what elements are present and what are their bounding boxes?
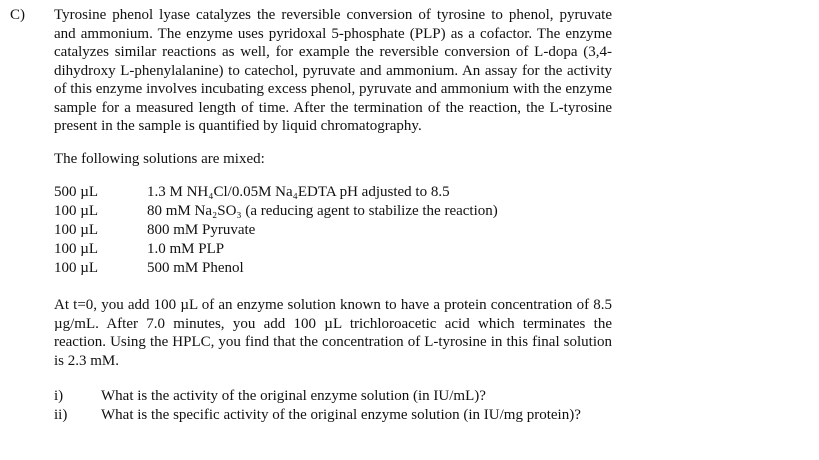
solution-volume: 100 µL xyxy=(54,203,99,219)
intro-paragraph: Tyrosine phenol lyase catalyzes the reversible conversion of tyrosine to phenol, pyruvate and ammonium. The enzyme uses pyridoxal 5-phosphate (PLP) as a cofactor. The enzyme catalyzes similar reactions as well, for example the reversible conversion of L-dopa (3,4-dihydroxy L-phenylalanine) to catechol, pyruvate and ammonium. An assay for the activity of this enzyme involves incubating excess phenol, pyruvate and ammonium with the enzyme sample for a measured length of time. After the termination of the reaction, the L-tyrosine present in the sample is quantified by liquid chromatography. xyxy=(54,7,612,134)
solution-description: 1.0 mM PLP xyxy=(147,241,225,257)
subquestion xyxy=(54,387,581,406)
solution-description: 500 mM Phenol xyxy=(147,260,244,276)
subquestions-list xyxy=(54,387,581,425)
solution-volume: 500 µL xyxy=(54,184,99,200)
subquestion-text: What is the specific activity of the original enzyme solution (in IU/mg protein)? xyxy=(101,407,581,423)
mixed-heading: The following solutions are mixed: xyxy=(54,151,265,167)
solution-description: 800 mM Pyruvate xyxy=(147,222,256,238)
solutions-table xyxy=(54,183,498,278)
solution-row xyxy=(54,202,498,221)
subquestion-number: i) xyxy=(54,388,64,404)
solution-volume: 100 µL xyxy=(54,222,99,238)
solution-row xyxy=(54,240,498,259)
subquestion-number: ii) xyxy=(54,407,68,423)
procedure-paragraph: At t=0, you add 100 µL of an enzyme solution known to have a protein concentration of 8.5 µg/mL. After 7.0 minutes, you add 100 µL trichloroacetic acid which terminates the reaction. Using the HPLC, you find that the concentration of L-tyrosine in this final solution is 2.3 mM. xyxy=(54,297,612,369)
solution-row xyxy=(54,183,498,202)
solution-description: 1.3 M NH₄Cl/0.05M Na₄EDTA pH adjusted to 8.5 xyxy=(147,184,450,200)
solution-volume: 100 µL xyxy=(54,241,99,257)
solution-description: 80 mM Na₂SO₃ (a reducing agent to stabilize the reaction) xyxy=(147,203,498,219)
subquestion-text: What is the activity of the original enzyme solution (in IU/mL)? xyxy=(101,388,486,404)
subquestion xyxy=(54,406,581,425)
solution-row xyxy=(54,259,498,278)
solution-volume: 100 µL xyxy=(54,260,99,276)
question-label: C) xyxy=(10,7,25,23)
solution-row xyxy=(54,221,498,240)
